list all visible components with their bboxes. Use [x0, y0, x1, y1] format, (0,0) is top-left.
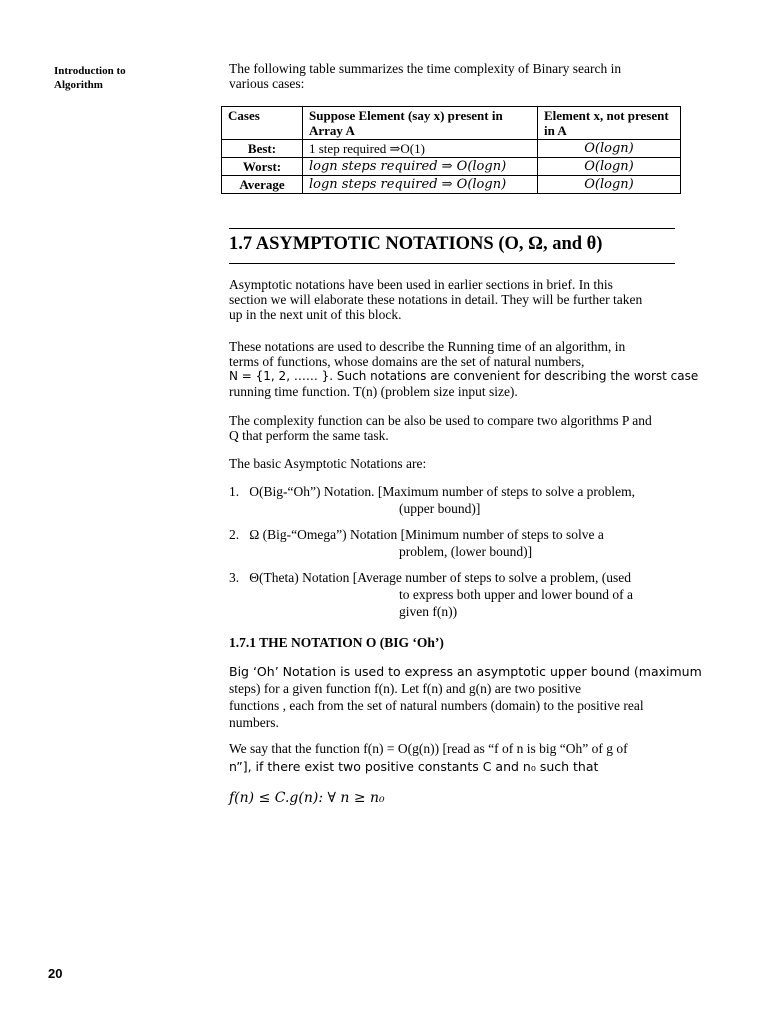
header-absent: Element x, not present in A — [538, 107, 681, 140]
page-number: 20 — [48, 966, 63, 981]
list-item — [229, 569, 699, 620]
intro-line: various cases: — [229, 76, 305, 91]
table-row — [222, 176, 681, 194]
paragraph-2 — [229, 339, 699, 399]
intro-paragraph — [229, 61, 689, 91]
list-text: Ω (Big-“Omega”) Notation [Minimum number of steps to solve a — [249, 527, 604, 542]
list-text: Θ(Theta) Notation [Average number of steps to solve a problem, (used — [249, 570, 632, 585]
sidebar-title-line2: Algorithm — [54, 79, 103, 91]
text-line: numbers. — [229, 715, 279, 730]
row-absent: O(logn) — [538, 158, 681, 176]
sidebar-title — [54, 64, 174, 92]
table-row — [222, 140, 681, 158]
text-line: n”], if there exist two positive constants C and n₀ such that — [229, 759, 599, 774]
text-line: N = {1, 2, …… }. Such notations are convenient for describing the worst case — [229, 369, 699, 383]
text-line: section we will elaborate these notations in detail. They will be further taken — [229, 292, 643, 307]
text-line: up in the next unit of this block. — [229, 307, 402, 322]
text-line: Asymptotic notations have been used in earlier sections in brief. In this — [229, 277, 613, 292]
list-text: O(Big-“Oh”) Notation. [Maximum number of steps to solve a problem, — [249, 484, 636, 499]
list-text-cont: to express both upper and lower bound of a — [399, 587, 633, 602]
text-line: We say that the function f(n) = O(g(n)) [read as “f of n is big “Oh” of g of — [229, 741, 628, 756]
intro-line: The following table summarizes the time complexity of Binary search in — [229, 61, 622, 76]
subsection-heading: 1.7.1 THE NOTATION O (BIG ‘Oh’) — [229, 635, 444, 650]
list-number: 1. — [229, 484, 240, 499]
row-case: Best: — [222, 140, 303, 158]
definition-paragraph — [229, 740, 699, 776]
sidebar-title-line1: Introduction to — [54, 65, 126, 77]
text-line: terms of functions, whose domains are the set of natural numbers, — [229, 354, 585, 369]
row-present: 1 step required ⇒O(1) — [303, 140, 538, 158]
section-rule-top — [229, 228, 675, 229]
row-case: Worst: — [222, 158, 303, 176]
list-text-cont: problem, (lower bound)] — [399, 544, 533, 559]
bigoh-formula: f(n) ≤ C.g(n): ∀ n ≥ n₀ — [229, 790, 385, 806]
bigoh-paragraph — [229, 663, 702, 731]
table-header-row — [222, 107, 681, 140]
list-text-cont: given f(n)) — [399, 604, 458, 619]
list-number: 2. — [229, 527, 240, 542]
list-item — [229, 526, 699, 560]
section-rule-bottom — [229, 263, 675, 264]
text-line: Q that perform the same task. — [229, 428, 389, 443]
text-line: running time function. T(n) (problem size input size). — [229, 384, 518, 399]
text-line: These notations are used to describe the Running time of an algorithm, in — [229, 339, 626, 354]
list-item — [229, 483, 699, 517]
row-present: logn steps required ⇒ O(logn) — [303, 158, 538, 176]
row-case: Average — [222, 176, 303, 194]
list-number: 3. — [229, 570, 240, 585]
section-heading: 1.7 ASYMPTOTIC NOTATIONS (O, Ω, and θ) — [229, 234, 603, 254]
row-present: logn steps required ⇒ O(logn) — [303, 176, 538, 194]
paragraph-1 — [229, 277, 689, 322]
header-cases: Cases — [222, 107, 303, 140]
table-row — [222, 158, 681, 176]
paragraph-4: The basic Asymptotic Notations are: — [229, 456, 427, 471]
header-present: Suppose Element (say x) present in Array A — [303, 107, 538, 140]
text-line: The complexity function can be also be used to compare two algorithms P and — [229, 413, 652, 428]
text-line: steps) for a given function f(n). Let f(n) and g(n) are two positive — [229, 681, 582, 696]
paragraph-3 — [229, 413, 689, 443]
text-line: Big ‘Oh’ Notation is used to express an asymptotic upper bound (maximum — [229, 664, 702, 679]
row-absent: O(logn) — [538, 140, 681, 158]
list-text-cont: (upper bound)] — [399, 501, 481, 516]
text-line: functions , each from the set of natural numbers (domain) to the positive real — [229, 698, 644, 713]
row-absent: O(logn) — [538, 176, 681, 194]
complexity-table — [221, 106, 681, 194]
